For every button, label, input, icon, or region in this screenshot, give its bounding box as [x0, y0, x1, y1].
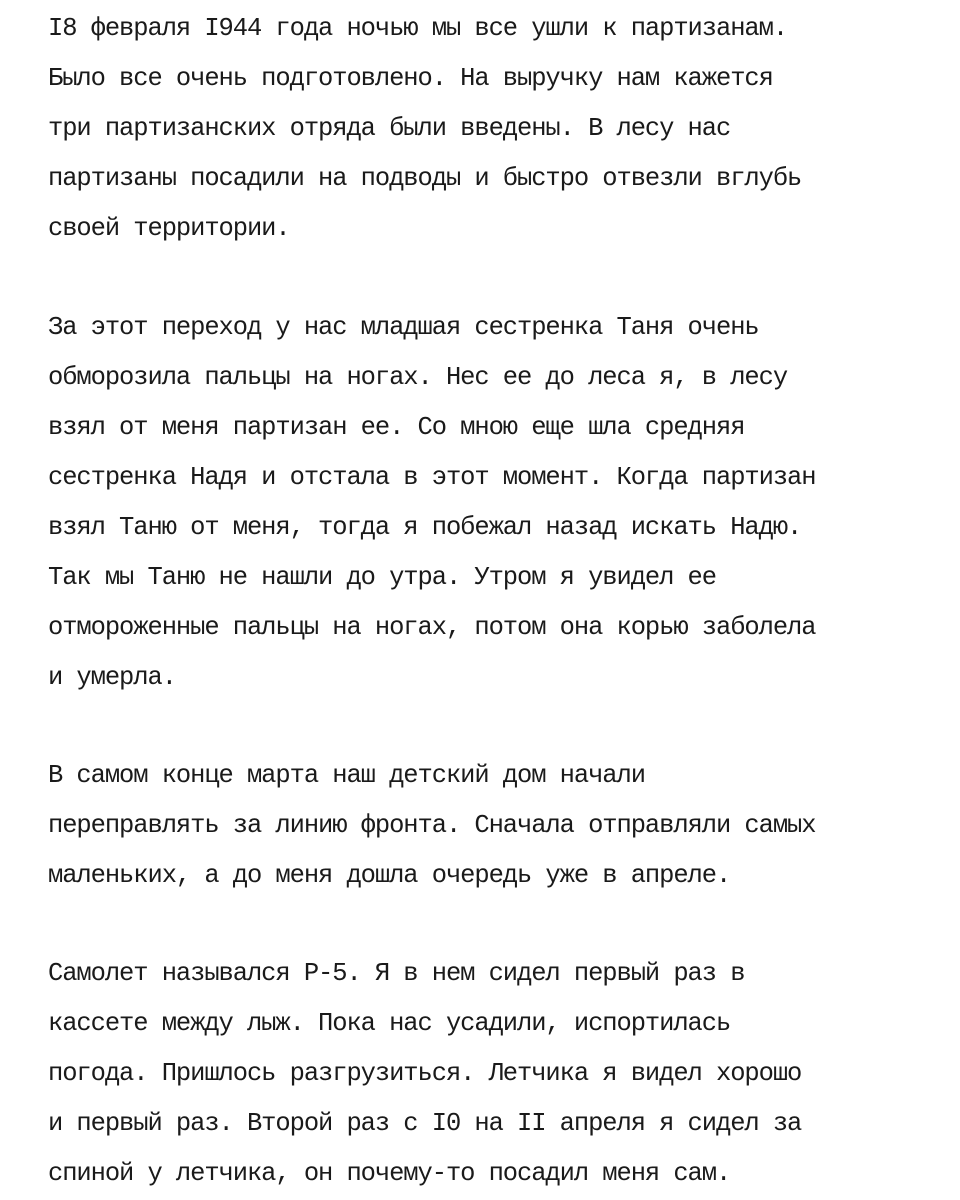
text-line: взял Таню от меня, тогда я побежал назад искать Надю. — [48, 512, 802, 542]
text-line: I8 февраля I944 года ночью мы все ушли к партизанам. — [48, 13, 788, 43]
text-line: погода. Пришлось разгрузиться. Летчика я видел хорошо — [48, 1058, 802, 1088]
text-line: спиной у летчика, он почему-то посадил меня сам. — [48, 1158, 731, 1188]
text-line: партизаны посадили на подводы и быстро отвезли вглубь — [48, 163, 802, 193]
text-line: отмороженные пальцы на ногах, потом она корью заболела — [48, 612, 816, 642]
text-line: сестренка Надя и отстала в этот момент. Когда партизан — [48, 462, 816, 492]
text-line: переправлять за линию фронта. Сначала отправляли самых — [48, 810, 816, 840]
text-line: За этот переход у нас младшая сестренка Таня очень — [48, 312, 759, 342]
text-line: кассете между лыж. Пока нас усадили, испортилась — [48, 1008, 731, 1038]
text-line: обморозила пальцы на ногах. Нес ее до леса я, в лесу — [48, 362, 788, 392]
text-line: маленьких, а до меня дошла очередь уже в апреле. — [48, 860, 731, 890]
text-line: Было все очень подготовлено. На выручку нам кажется — [48, 63, 773, 93]
text-line: Так мы Таню не нашли до утра. Утром я увидел ее — [48, 562, 716, 592]
text-line: три партизанских отряда были введены. В лесу нас — [48, 113, 731, 143]
text-line: Самолет назывался Р-5. Я в нем сидел первый раз в — [48, 958, 745, 988]
text-line: и первый раз. Второй раз с I0 на II апреля я сидел за — [48, 1108, 802, 1138]
text-line: В самом конце марта наш детский дом начали — [48, 760, 645, 790]
text-line: взял от меня партизан ее. Со мною еще шла средняя — [48, 412, 745, 442]
text-line: и умерла. — [48, 662, 176, 692]
text-line: своей территории. — [48, 213, 290, 243]
